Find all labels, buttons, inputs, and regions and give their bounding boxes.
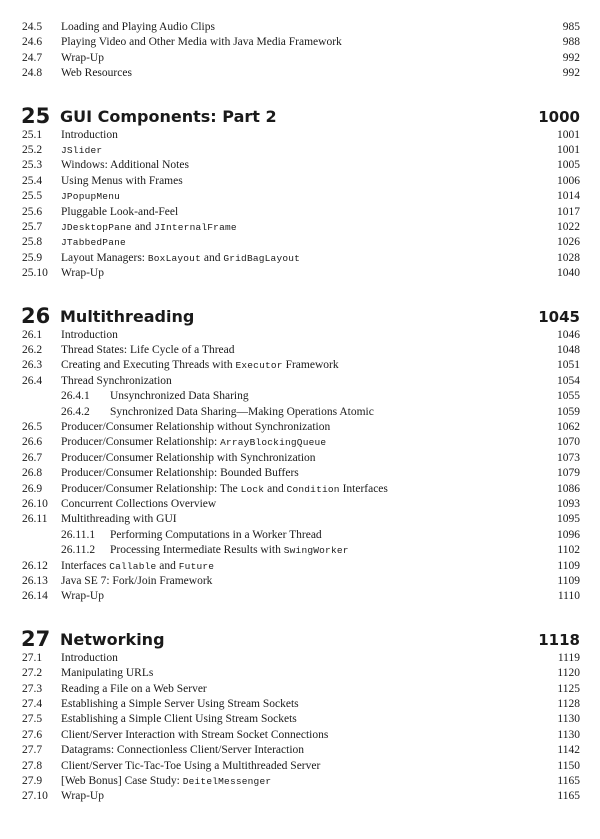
toc-section-entry xyxy=(0,482,600,497)
section-number: 25.5 xyxy=(22,190,43,203)
section-title xyxy=(61,328,118,343)
page-number: 1022 xyxy=(557,221,580,233)
page-number: 1062 xyxy=(557,421,580,433)
page-number: 1028 xyxy=(557,251,580,264)
toc-section-entry xyxy=(0,759,600,774)
section-title xyxy=(61,358,339,373)
section-title xyxy=(110,389,249,404)
code-term: Condition xyxy=(286,483,340,495)
page-number: 1005 xyxy=(557,159,580,172)
title-text: and xyxy=(200,251,224,264)
section-title xyxy=(61,158,189,173)
toc-section-entry xyxy=(0,374,600,389)
toc-section-entry xyxy=(0,682,600,697)
page-number: 1001 xyxy=(557,144,580,156)
page-number: 1046 xyxy=(557,328,580,341)
title-text: Synchronized Data Sharing—Making Operations Atomic xyxy=(110,405,374,418)
page-number: 1040 xyxy=(557,267,580,280)
title-text: Wrap-Up xyxy=(61,267,104,280)
section-title xyxy=(61,512,177,527)
toc-subsection-entry xyxy=(0,543,600,558)
section-title xyxy=(61,589,104,604)
title-text: Concurrent Collections Overview xyxy=(61,498,217,510)
title-text: Layout Managers: xyxy=(61,251,148,264)
title-text: Web Resources xyxy=(61,67,132,80)
title-text: Thread States: Life Cycle of a Thread xyxy=(61,344,235,356)
title-text: Using Menus with Frames xyxy=(61,174,183,187)
page-number: 1119 xyxy=(557,651,580,664)
section-title xyxy=(61,66,132,81)
page-number: 1048 xyxy=(557,344,580,356)
section-number: 24.5 xyxy=(22,21,43,33)
section-title xyxy=(61,374,172,389)
toc-section-entry xyxy=(0,266,600,281)
toc-section-entry xyxy=(0,651,600,666)
title-text: Multithreading with GUI xyxy=(61,513,177,526)
page-number: 1150 xyxy=(557,759,580,772)
title-text: Introduction xyxy=(61,128,118,141)
section-title xyxy=(61,666,153,681)
title-text: and xyxy=(156,559,179,572)
section-title xyxy=(61,682,207,697)
toc-section-entry xyxy=(0,158,600,173)
section-title xyxy=(110,405,374,420)
section-title xyxy=(61,220,237,235)
page-number: 1142 xyxy=(557,744,580,757)
page-number: 1093 xyxy=(557,498,580,510)
section-number: 26.4.1 xyxy=(61,390,90,403)
chapter-title: Networking xyxy=(60,629,165,649)
page-number: 1014 xyxy=(557,190,580,203)
title-text: Producer/Consumer Relationship without Synchronization xyxy=(61,421,331,433)
section-title xyxy=(61,789,104,804)
page-number: 1054 xyxy=(557,374,580,387)
section-title xyxy=(61,759,320,774)
section-number: 24.8 xyxy=(22,67,43,80)
chapter-number: 25 xyxy=(21,103,51,128)
section-number: 27.1 xyxy=(22,651,43,664)
section-title xyxy=(61,712,297,727)
toc-section-entry xyxy=(0,697,600,712)
section-title xyxy=(61,482,388,497)
section-number: 26.8 xyxy=(22,467,43,480)
section-number: 26.7 xyxy=(22,451,43,464)
code-term: JTabbedPane xyxy=(61,237,126,249)
title-text: and xyxy=(131,221,155,233)
section-title xyxy=(61,51,104,66)
page-number: 1130 xyxy=(557,713,580,726)
toc-section-entry xyxy=(0,51,600,66)
title-text: Wrap-Up xyxy=(61,790,104,803)
title-text: and xyxy=(264,482,287,495)
section-title xyxy=(61,451,316,466)
section-title xyxy=(61,435,326,450)
section-number: 24.6 xyxy=(22,36,43,49)
title-text: Loading and Playing Audio Clips xyxy=(61,21,215,33)
page-number: 1079 xyxy=(557,467,580,480)
section-number: 25.7 xyxy=(22,221,43,233)
section-title xyxy=(61,143,102,158)
section-number: 27.10 xyxy=(22,790,48,803)
section-title xyxy=(61,35,342,50)
title-text: Manipulating URLs xyxy=(61,667,154,680)
section-number: 26.9 xyxy=(22,482,43,495)
section-number: 26.13 xyxy=(22,575,48,587)
toc-section-entry xyxy=(0,712,600,727)
title-text: Windows: Additional Notes xyxy=(61,159,189,172)
section-title xyxy=(61,266,104,281)
section-title xyxy=(61,728,328,743)
title-text: Interfaces xyxy=(61,559,110,572)
page-number: 1128 xyxy=(557,698,580,710)
chapter-heading xyxy=(0,104,600,128)
section-title xyxy=(61,189,120,204)
section-title xyxy=(61,697,299,712)
title-text: Establishing a Simple Client Using Stream Sockets xyxy=(61,713,297,726)
page-number: 1086 xyxy=(557,482,580,495)
title-text: Java SE 7: Fork/Join Framework xyxy=(61,575,213,587)
page-number: 985 xyxy=(562,21,580,33)
toc-section-entry xyxy=(0,205,600,220)
section-title xyxy=(61,174,183,189)
code-term: DeitelMessenger xyxy=(182,776,272,787)
section-number: 26.5 xyxy=(22,421,43,433)
title-text: Producer/Consumer Relationship: xyxy=(61,436,221,449)
page-number: 1120 xyxy=(557,667,580,680)
page-number: 1001 xyxy=(557,128,580,141)
toc-section-entry xyxy=(0,559,600,574)
title-text: Wrap-Up xyxy=(61,590,104,603)
page-number: 1070 xyxy=(557,436,580,449)
section-number: 27.3 xyxy=(22,682,43,695)
page-number: 1130 xyxy=(557,728,580,741)
page-number: 988 xyxy=(562,36,580,49)
toc-subsection-entry xyxy=(0,389,600,404)
toc-section-entry xyxy=(0,66,600,81)
title-text: Creating and Executing Threads with xyxy=(61,359,236,372)
section-number: 25.9 xyxy=(22,251,43,264)
toc-subsection-entry xyxy=(0,528,600,543)
title-text: Processing Intermediate Results with xyxy=(110,544,284,557)
toc-section-entry xyxy=(0,574,600,589)
page-number: 1110 xyxy=(557,590,580,603)
toc-section-entry xyxy=(0,451,600,466)
title-text: Framework xyxy=(282,359,339,372)
toc-section-entry xyxy=(0,143,600,158)
section-title xyxy=(110,528,322,543)
title-text: Introduction xyxy=(61,328,118,341)
section-number: 25.1 xyxy=(22,128,43,141)
title-text: Datagrams: Connectionless Client/Server Interaction xyxy=(61,744,305,757)
section-number: 27.8 xyxy=(22,759,43,772)
page-number: 1073 xyxy=(557,451,580,464)
section-number: 25.2 xyxy=(22,144,43,156)
title-text: Wrap-Up xyxy=(61,51,104,64)
page-number: 1102 xyxy=(557,544,580,557)
title-text: Producer/Consumer Relationship with Synchronization xyxy=(61,451,316,464)
title-text: Introduction xyxy=(61,651,118,664)
code-term: JSlider xyxy=(61,145,103,156)
code-term: Executor xyxy=(235,360,283,372)
section-title xyxy=(61,128,118,143)
chapter-title: Multithreading xyxy=(60,306,195,326)
section-number: 27.2 xyxy=(22,667,43,680)
toc-section-entry xyxy=(0,666,600,681)
section-title xyxy=(61,743,304,758)
code-term: JInternalFrame xyxy=(154,222,237,233)
section-title xyxy=(61,497,216,512)
toc-section-entry xyxy=(0,743,600,758)
section-number: 25.4 xyxy=(22,174,43,187)
section-title xyxy=(61,235,126,250)
toc-section-entry xyxy=(0,35,600,50)
page-number: 1109 xyxy=(557,559,580,572)
code-term: Lock xyxy=(240,483,265,495)
title-text: Producer/Consumer Relationship: Bounded Buffers xyxy=(61,467,299,480)
toc-section-entry xyxy=(0,512,600,527)
section-title xyxy=(61,205,178,220)
chapter-heading xyxy=(0,304,600,328)
toc-section-entry xyxy=(0,251,600,266)
toc-section-entry xyxy=(0,235,600,250)
toc-section-entry xyxy=(0,435,600,450)
page-number: 1125 xyxy=(557,682,580,695)
section-title xyxy=(61,774,271,789)
toc-section-entry xyxy=(0,343,600,358)
section-number: 27.7 xyxy=(22,744,43,757)
page-number: 1051 xyxy=(557,359,580,372)
title-text: Reading a File on a Web Server xyxy=(61,682,207,695)
title-text: Client/Server Interaction with Stream Socket Connections xyxy=(61,728,329,741)
code-term: BoxLayout xyxy=(147,252,201,264)
code-term: JPopupMenu xyxy=(61,191,121,203)
chapter-title: GUI Components: Part 2 xyxy=(60,106,277,126)
chapter-number: 26 xyxy=(21,303,51,328)
title-text: Unsynchronized Data Sharing xyxy=(110,390,249,403)
chapter-page: 1045 xyxy=(538,307,580,326)
title-text: Client/Server Tic-Tac-Toe Using a Multithreaded Server xyxy=(61,759,321,772)
page-number: 1059 xyxy=(557,405,580,418)
title-text: Pluggable Look-and-Feel xyxy=(61,205,179,218)
title-text: Thread Synchronization xyxy=(61,374,172,387)
title-text: Performing Computations in a Worker Thread xyxy=(110,528,322,541)
section-number: 26.2 xyxy=(22,344,43,356)
section-number: 26.1 xyxy=(22,328,43,341)
section-number: 26.3 xyxy=(22,359,43,372)
code-term: ArrayBlockingQueue xyxy=(220,437,327,449)
section-number: 26.4 xyxy=(22,374,43,387)
page-number: 1055 xyxy=(557,390,580,403)
section-title xyxy=(61,574,212,589)
code-term: GridBagLayout xyxy=(223,252,301,264)
page-number: 1006 xyxy=(557,174,580,187)
title-text: Establishing a Simple Server Using Stream Sockets xyxy=(61,698,299,710)
toc-section-entry xyxy=(0,174,600,189)
chapter-number: 27 xyxy=(21,626,51,651)
toc-section-entry xyxy=(0,466,600,481)
page-number: 1095 xyxy=(557,513,580,526)
chapter-heading xyxy=(0,627,600,651)
section-number: 27.6 xyxy=(22,728,43,741)
section-title xyxy=(61,251,300,266)
page-number: 1109 xyxy=(557,575,580,587)
title-text: Playing Video and Other Media with Java Media Framework xyxy=(61,36,342,49)
page-number: 1165 xyxy=(557,775,580,787)
section-title xyxy=(61,559,214,574)
chapter-page: 1000 xyxy=(538,107,580,126)
page-number: 992 xyxy=(562,51,580,64)
toc-section-entry xyxy=(0,497,600,512)
section-title xyxy=(61,651,118,666)
toc-section-entry xyxy=(0,420,600,435)
code-term: JDesktopPane xyxy=(61,222,132,233)
page-number: 1026 xyxy=(557,236,580,249)
toc-section-entry xyxy=(0,589,600,604)
section-number: 27.9 xyxy=(22,775,43,787)
toc-section-entry xyxy=(0,774,600,789)
toc-section-entry xyxy=(0,220,600,235)
section-number: 26.12 xyxy=(22,559,48,572)
section-title xyxy=(61,466,299,481)
section-number: 25.8 xyxy=(22,236,43,249)
section-number: 25.3 xyxy=(22,159,43,172)
section-number: 26.10 xyxy=(22,498,48,510)
code-term: Future xyxy=(178,560,215,572)
title-text: Interfaces xyxy=(339,482,388,495)
toc-subsection-entry xyxy=(0,405,600,420)
section-number: 26.11 xyxy=(22,513,48,526)
title-text: [Web Bonus] Case Study: xyxy=(61,775,183,787)
code-term: SwingWorker xyxy=(283,545,349,557)
section-number: 26.11.1 xyxy=(61,528,96,541)
toc-section-entry xyxy=(0,358,600,373)
section-number: 26.11.2 xyxy=(61,544,96,557)
section-number: 26.4.2 xyxy=(61,405,90,418)
title-text: Producer/Consumer Relationship: The xyxy=(61,482,241,495)
chapter-page: 1118 xyxy=(538,630,580,649)
toc-section-entry xyxy=(0,789,600,804)
page-number: 1017 xyxy=(557,205,580,218)
toc-section-entry xyxy=(0,728,600,743)
toc-section-entry xyxy=(0,189,600,204)
section-title xyxy=(61,343,235,358)
toc-section-entry xyxy=(0,20,600,35)
toc-section-entry xyxy=(0,128,600,143)
page-number: 992 xyxy=(562,67,580,80)
page-number: 1096 xyxy=(557,528,580,541)
code-term: Callable xyxy=(109,560,157,572)
section-number: 25.6 xyxy=(22,205,43,218)
section-number: 27.4 xyxy=(22,698,43,710)
section-title xyxy=(61,420,330,435)
section-number: 26.6 xyxy=(22,436,43,449)
toc-section-entry xyxy=(0,328,600,343)
page-number: 1165 xyxy=(557,790,580,803)
section-title xyxy=(61,20,215,35)
section-number: 27.5 xyxy=(22,713,43,726)
section-number: 26.14 xyxy=(22,590,48,603)
section-number: 25.10 xyxy=(22,267,48,280)
section-title xyxy=(110,543,349,558)
section-number: 24.7 xyxy=(22,51,43,64)
